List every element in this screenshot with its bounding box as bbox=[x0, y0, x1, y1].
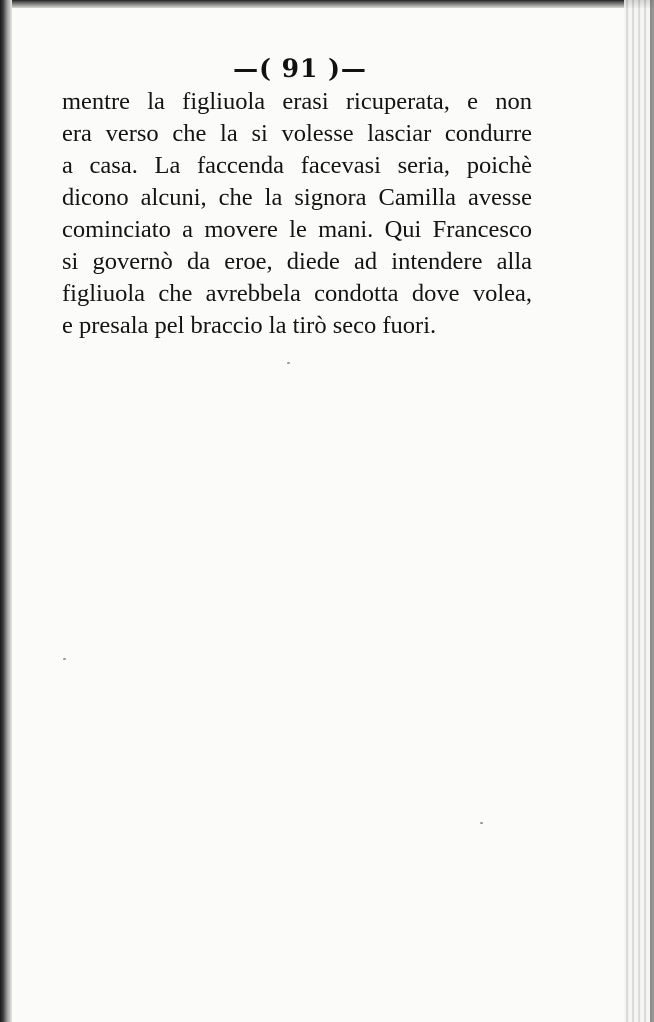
page-top-edge bbox=[0, 0, 654, 8]
text-line: cominciato a movere le mani. Qui Francesco bbox=[62, 216, 532, 243]
text-line: dicono alcuni, che la signora Camilla avesse bbox=[62, 184, 532, 211]
text-line: e presala pel braccio la tirò seco fuori. bbox=[62, 312, 437, 339]
text-line: a casa. La faccenda facevasi seria, poichè bbox=[62, 152, 532, 179]
page-binding-edge bbox=[0, 0, 12, 1022]
text-line: era verso che la si volesse lasciar condurre bbox=[62, 120, 532, 147]
paper-speck bbox=[63, 658, 66, 660]
text-line: figliuola che avrebbela condotta dove volea, bbox=[62, 280, 532, 307]
paper-speck bbox=[480, 822, 483, 824]
body-paragraph bbox=[62, 86, 532, 342]
text-line: mentre la figliuola erasi ricuperata, e non bbox=[62, 88, 532, 115]
paper-speck bbox=[287, 362, 290, 364]
text-line: si governò da eroe, diede ad intendere alla bbox=[62, 248, 532, 275]
page-right-shadow bbox=[650, 0, 654, 1022]
page-number-header: —( 91 )— bbox=[233, 54, 367, 83]
